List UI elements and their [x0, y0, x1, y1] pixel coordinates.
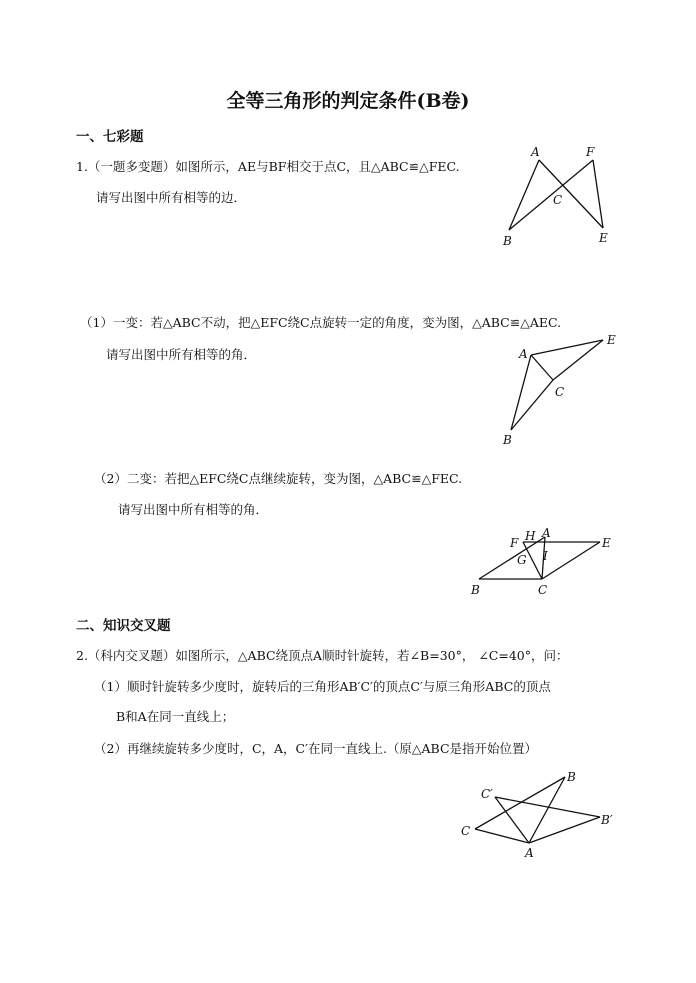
segment-bf	[509, 160, 593, 230]
label-a: A	[531, 145, 540, 159]
figure-sub2	[465, 522, 625, 602]
segment-ec	[542, 542, 600, 579]
label-b-prime: B′	[601, 813, 613, 827]
q2-text-line1: 2.（科内交叉题）如图所示，△ABC绕顶点A顺时针旋转，若∠B=30°， ∠C=40°，问：	[76, 648, 569, 663]
segment-ab	[509, 160, 539, 230]
label-b: B	[567, 770, 576, 784]
label-a: A	[525, 846, 534, 860]
label-g: G	[517, 553, 527, 567]
sub2-text-line2: 请写出图中所有相等的角．	[118, 502, 269, 517]
sub1-text-line1: （1）一变：若△ABC不动，把△EFC绕C点旋转一定的角度，变为图，△ABC≌△AEC.	[80, 315, 562, 330]
label-c-prime: C′	[481, 787, 493, 801]
label-a: A	[519, 347, 528, 361]
figure-q2	[455, 765, 635, 865]
segment-ec	[553, 340, 603, 380]
label-b: B	[503, 234, 512, 248]
q1-text-line1: 1.（一题多变题）如图所示，AE与BF相交于点C，且△ABC≌△FEC.	[76, 159, 460, 174]
label-b: B	[503, 433, 512, 447]
section-1-heading: 一、七彩题	[76, 129, 144, 145]
segment-abp	[529, 817, 600, 843]
figure-sub1	[495, 330, 625, 450]
label-e: E	[602, 536, 611, 550]
label-f: F	[510, 536, 519, 550]
label-c: C	[461, 824, 471, 838]
sub2-text-line1: （2）二变：若把△EFC绕C点继续旋转，变为图，△ABC≌△FEC.	[94, 471, 463, 486]
label-c: C	[538, 583, 548, 597]
label-e: E	[599, 231, 608, 245]
figure-q1	[495, 140, 625, 250]
label-c: C	[555, 385, 565, 399]
q2-text-line2: （1）顺时针旋转多少度时，旋转后的三角形AB′C′的顶点C′与原三角形ABC的顶点	[94, 679, 551, 694]
label-a: A	[542, 526, 551, 540]
label-e: E	[607, 333, 616, 347]
segment-fe	[593, 160, 603, 228]
page-title: 全等三角形的判定条件(B卷)	[226, 90, 470, 112]
sub1-text-line2: 请写出图中所有相等的角．	[106, 347, 257, 362]
q2-text-line4: （2）再继续旋转多少度时，C，A，C′在同一直线上.（原△ABC是指开始位置）	[94, 741, 538, 756]
q1-text-line2: 请写出图中所有相等的边．	[96, 190, 247, 205]
segment-ac	[531, 355, 553, 380]
label-c: C	[553, 193, 563, 207]
segment-ae	[539, 160, 603, 228]
segment-cpbp	[495, 797, 600, 817]
segment-ae	[531, 340, 603, 355]
label-h: H	[525, 529, 536, 543]
q2-text-line3: B和A在同一直线上；	[116, 709, 235, 724]
label-i: I	[543, 549, 548, 563]
label-f: F	[586, 145, 595, 159]
label-b: B	[471, 583, 480, 597]
section-2-heading: 二、知识交叉题	[76, 618, 171, 634]
